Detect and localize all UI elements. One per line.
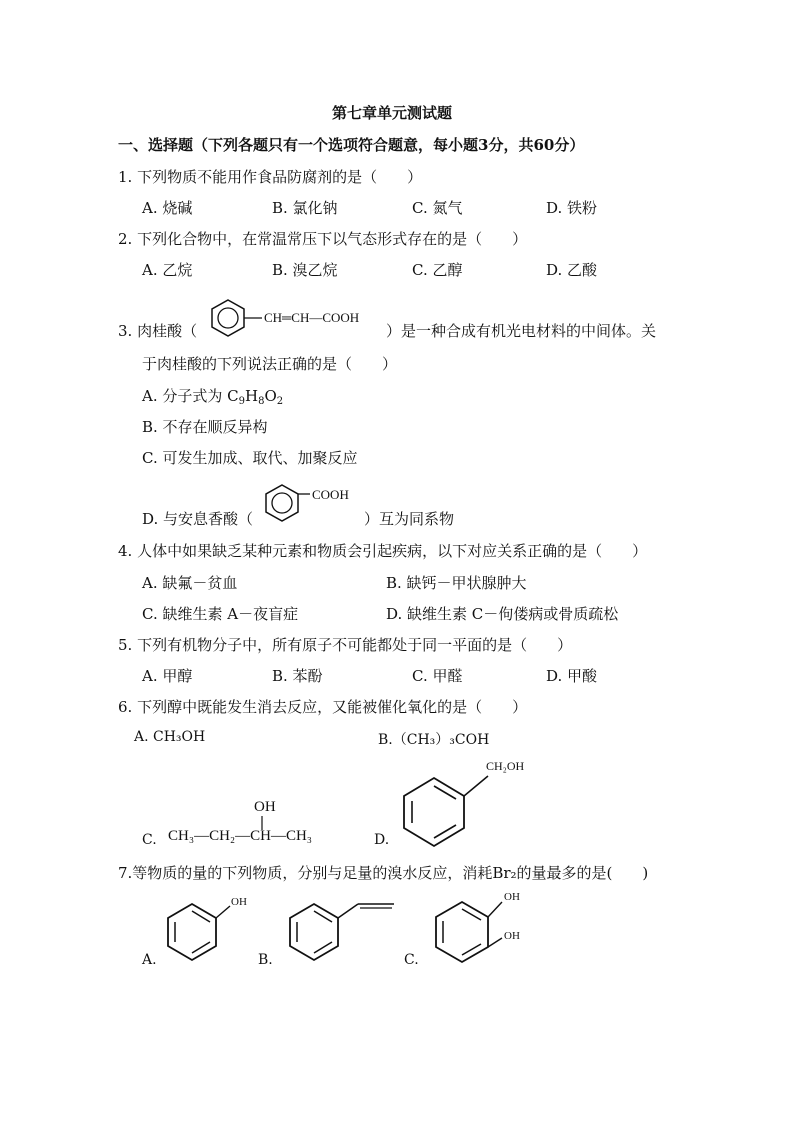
q3-option-a-text: A. 分子式为 C: [142, 387, 239, 405]
q6-option-a: A. CH₃OH: [134, 729, 206, 745]
catechol-oh-label-2: OH: [504, 930, 520, 942]
q2-option-b: B. 溴乙烷: [272, 261, 338, 279]
q4-option-b: B. 缺钙－甲状腺肿大: [386, 574, 527, 592]
benzyl-alcohol-structure: [400, 756, 550, 850]
q1-option-c: C. 氮气: [412, 199, 463, 217]
phenol-structure: [162, 892, 252, 964]
q3-option-c: C. 可发生加成、取代、加聚反应: [142, 449, 358, 467]
q5-option-b: B. 苯酚: [272, 667, 323, 685]
q3-option-a-o: O: [264, 387, 277, 405]
benzyl-alcohol-group: CH₂OH: [486, 759, 525, 773]
page-title: 第七章单元测试题: [332, 104, 453, 122]
q4-option-d: D. 缺维生素 C－佝偻病或骨质疏松: [386, 605, 619, 623]
cinnamic-acid-formula: CH═CH—COOH: [264, 310, 360, 325]
q7-option-b-label: B.: [258, 952, 273, 968]
catechol-structure: [428, 884, 538, 968]
q1-option-b: B. 氯化钠: [272, 199, 338, 217]
question-3-stem-end: ）是一种合成有机光电材料的中间体。关: [386, 322, 657, 340]
q3-option-d-end: ）互为同系物: [364, 510, 455, 528]
q1-option-d: D. 铁粉: [546, 199, 598, 217]
q5-option-d: D. 甲酸: [546, 667, 598, 685]
q6-option-b: B.（CH₃）₃COH: [378, 732, 490, 748]
q7-option-a-label: A.: [142, 952, 157, 968]
catechol-oh-label-1: OH: [504, 891, 520, 903]
cinnamic-acid-structure: [208, 296, 388, 340]
question-4-stem: 4. 人体中如果缺乏某种元素和物质会引起疾病，以下对应关系正确的是（ ）: [118, 542, 648, 560]
q6-option-d-label: D.: [374, 832, 390, 848]
benzoic-acid-group: COOH: [312, 487, 349, 502]
q4-option-c: C. 缺维生素 A－夜盲症: [142, 605, 299, 623]
butanol-structure: [166, 794, 336, 850]
question-5-stem: 5. 下列有机物分子中，所有原子不可能都处于同一平面的是（ ）: [118, 636, 573, 654]
q3-option-b: B. 不存在顺反异构: [142, 418, 268, 436]
question-3-stem-start: 3. 肉桂酸（: [118, 322, 198, 340]
q2-option-a: A. 乙烷: [142, 261, 193, 279]
q6-option-c-label: C.: [142, 832, 157, 848]
butanol-oh-label: OH: [254, 799, 276, 815]
q3-option-a-sub-o: 2: [276, 396, 284, 407]
q3-option-a-sub-c: 9: [238, 396, 245, 407]
question-6-stem: 6. 下列醇中既能发生消去反应，又能被催化氧化的是（ ）: [118, 698, 528, 716]
q3-option-a: [142, 385, 283, 407]
q3-option-a-sub-h: 8: [258, 396, 265, 407]
q5-option-a: A. 甲醇: [142, 667, 193, 685]
butanol-chain-label: CH₃—CH₂—CH—CH₃: [168, 828, 313, 844]
section-heading: 一、选择题（下列各题只有一个选项符合题意，每小题3分，共60分）: [118, 136, 585, 154]
question-2-stem: 2. 下列化合物中，在常温常压下以气态形式存在的是（ ）: [118, 230, 528, 248]
benzoic-acid-structure: [262, 482, 372, 524]
question-7-stem: 7.等物质的量的下列物质，分别与足量的溴水反应，消耗Br₂的量最多的是( ): [118, 864, 649, 882]
phenol-oh-label: OH: [231, 896, 247, 908]
q3-option-a-h: H: [245, 387, 259, 405]
q4-option-a: A. 缺氟－贫血: [142, 574, 238, 592]
styrene-structure: [282, 894, 402, 966]
q1-option-a: A. 烧碱: [142, 199, 193, 217]
question-3-stem-line2: 于肉桂酸的下列说法正确的是（ ）: [142, 355, 398, 373]
q3-option-d-start: D. 与安息香酸（: [142, 510, 254, 528]
q7-option-c-label: C.: [404, 952, 419, 968]
q5-option-c: C. 甲醛: [412, 667, 463, 685]
question-1-stem: 1. 下列物质不能用作食品防腐剂的是（ ）: [118, 168, 423, 186]
q2-option-d: D. 乙酸: [546, 261, 598, 279]
q2-option-c: C. 乙醇: [412, 261, 463, 279]
